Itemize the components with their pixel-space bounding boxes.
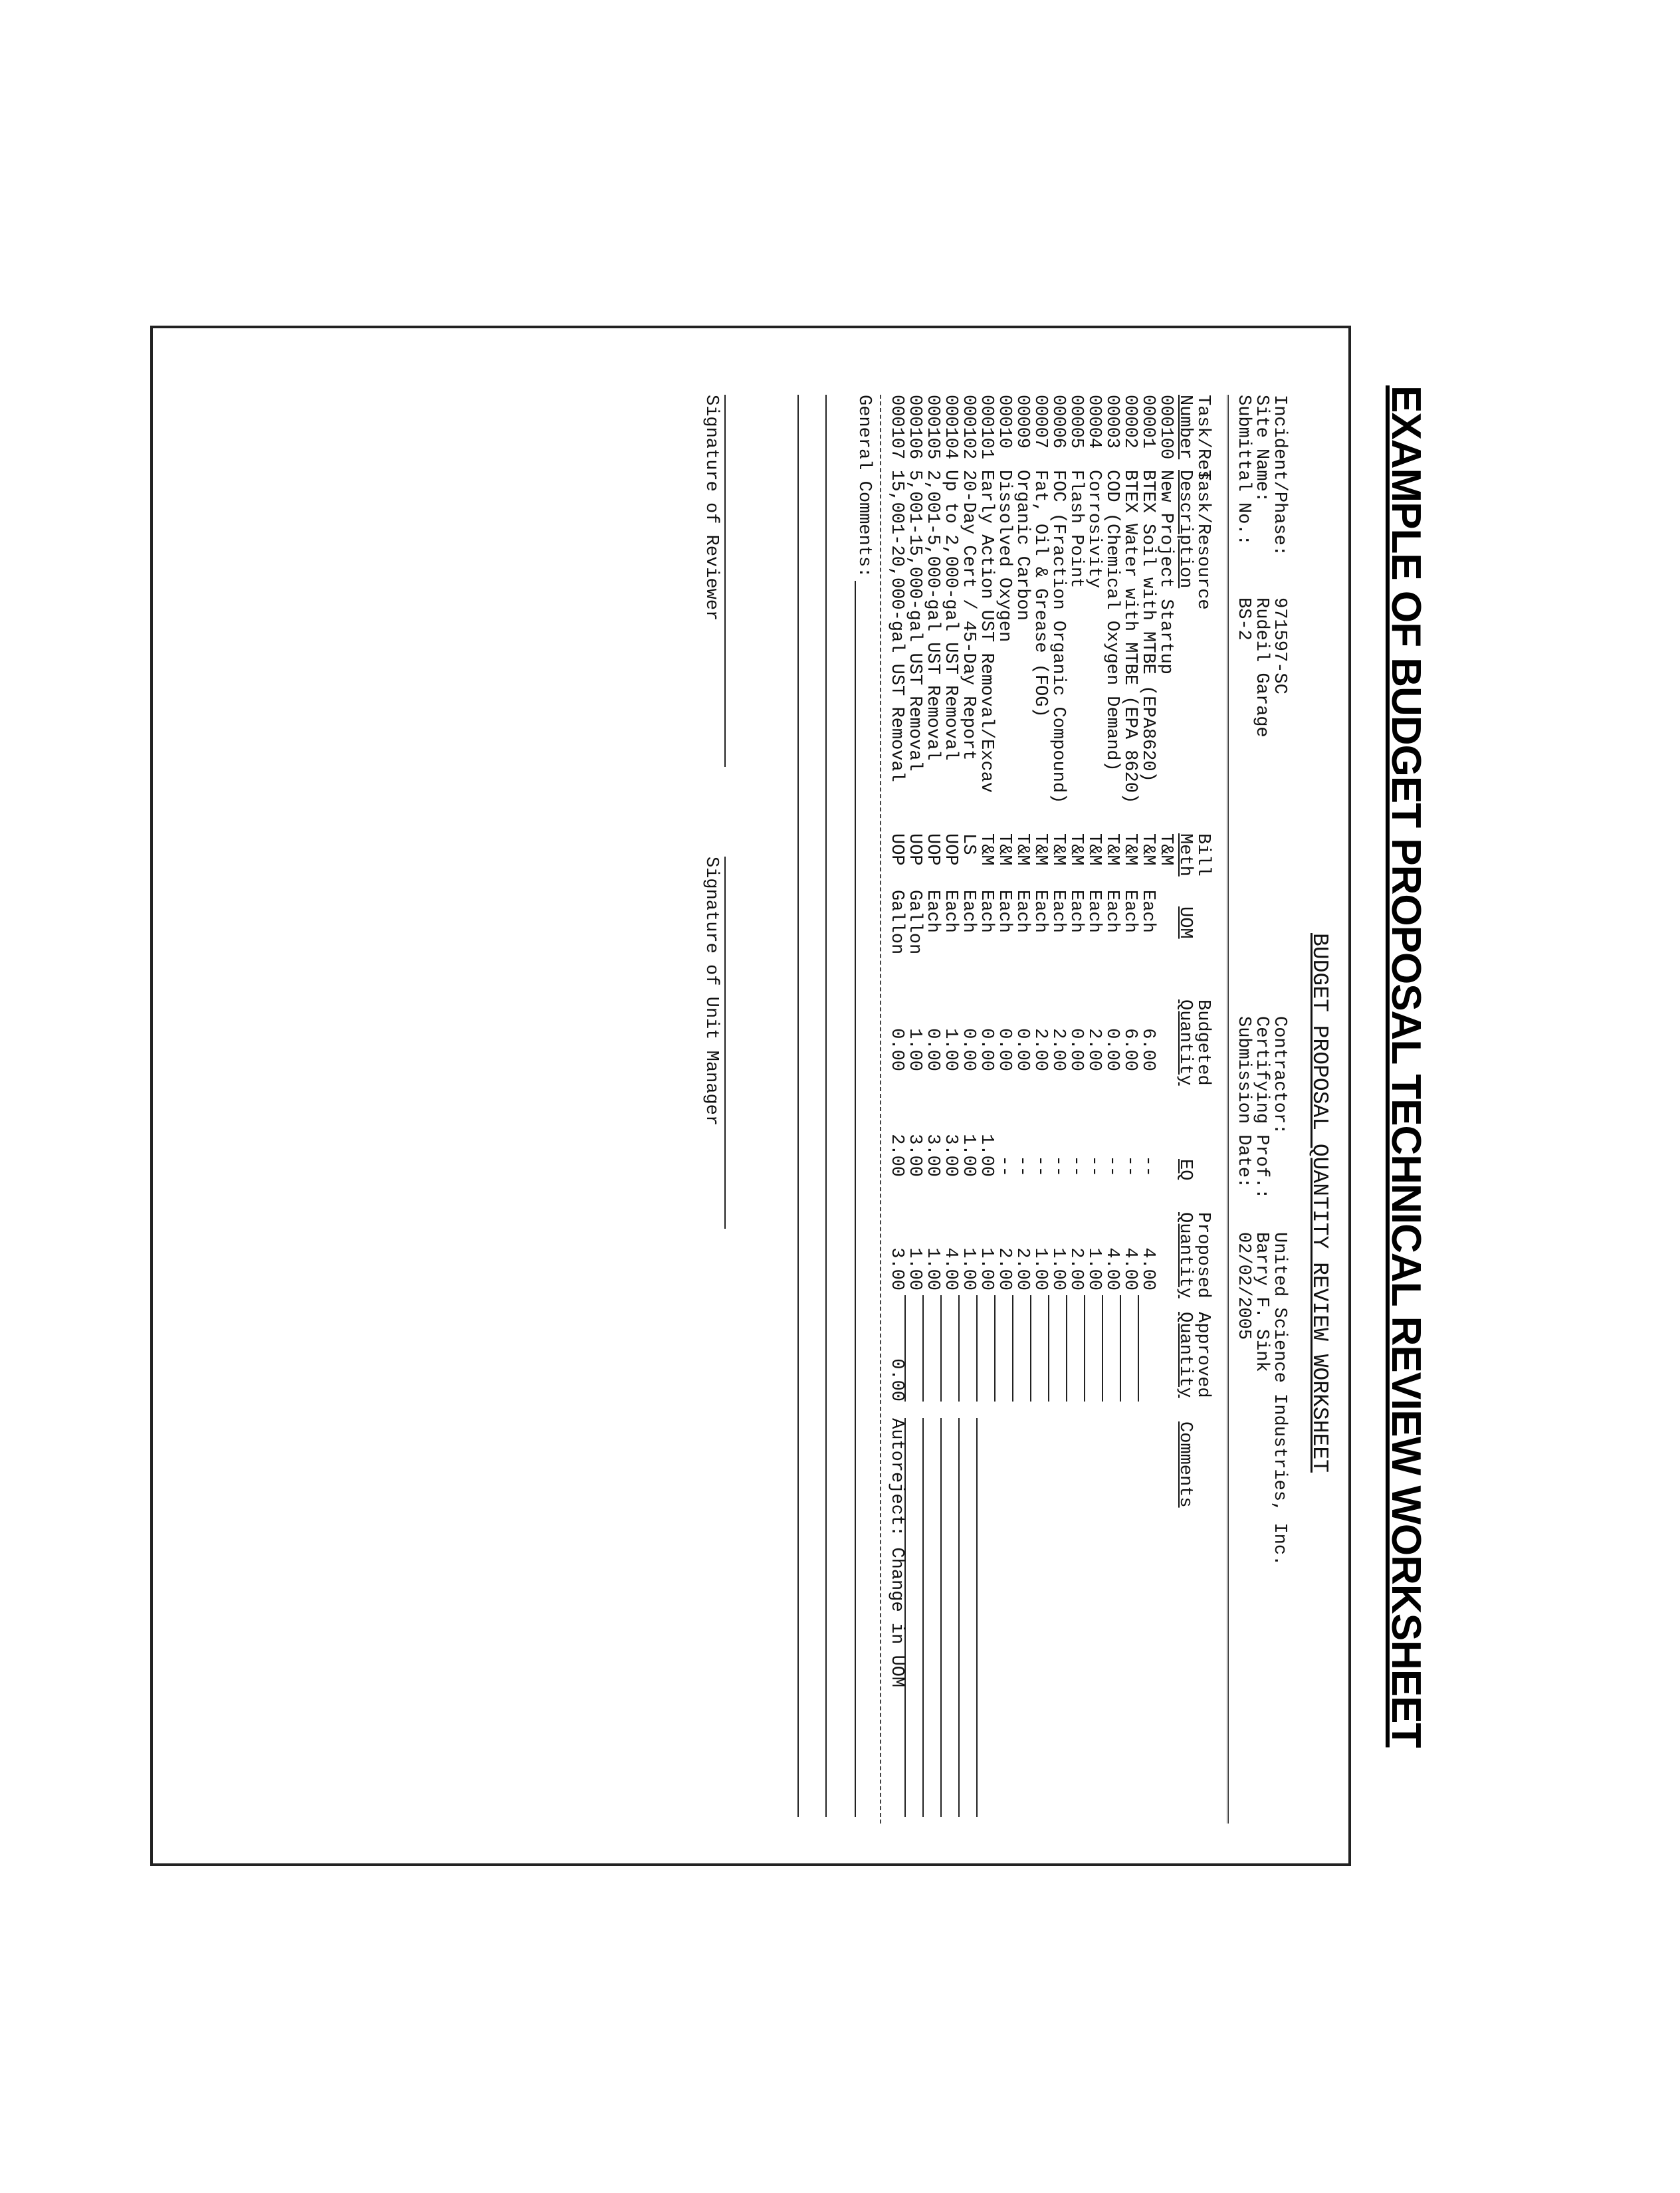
incident-value: 971597-SC [1269, 597, 1289, 694]
row-budgeted-quantity: 0.00 [958, 1028, 978, 1071]
approved-quantity-blank[interactable] [1012, 1295, 1013, 1402]
row-uom: Each [1120, 890, 1140, 933]
row-proposed-quantity: 4.00 [1138, 1247, 1158, 1291]
col-budgeted-top: Budgeted [1193, 999, 1213, 1086]
col-proposed-top: Proposed [1193, 1212, 1213, 1299]
row-number: 00002 [1120, 395, 1140, 449]
row-uom: Each [976, 890, 996, 933]
row-budgeted-quantity: 2.00 [1048, 1028, 1068, 1071]
row-approved-quantity[interactable]: 0.00 [887, 1358, 906, 1402]
col-uom: UOM [1175, 906, 1195, 939]
site-label: Site Name: [1251, 395, 1271, 503]
row-proposed-quantity: 1.00 [904, 1247, 924, 1291]
general-comments-label: General Comments: [854, 395, 874, 578]
row-eq: 1.00 [958, 1134, 978, 1177]
row-uom: Each [940, 890, 960, 933]
contractor-value: United Science Industries, Inc. [1269, 1232, 1289, 1566]
col-proposed-bottom: Quantity [1175, 1212, 1195, 1299]
reviewer-signature-line[interactable] [724, 395, 726, 767]
col-comments: Comments [1175, 1421, 1195, 1508]
col-approved-top: Approved [1193, 1312, 1213, 1398]
row-eq: 3.00 [922, 1134, 942, 1177]
submittal-label: Submittal No.: [1233, 395, 1253, 546]
row-budgeted-quantity: 2.00 [1084, 1028, 1104, 1071]
approved-quantity-blank[interactable] [976, 1295, 978, 1402]
general-comments-line[interactable] [825, 395, 827, 1817]
comment-blank[interactable] [976, 1418, 978, 1817]
row-eq: -- [1102, 1155, 1122, 1177]
row-bill-method: UOP [904, 833, 924, 866]
comment-blank[interactable] [958, 1418, 960, 1817]
row-eq: 2.00 [887, 1134, 906, 1177]
row-budgeted-quantity: 1.00 [940, 1028, 960, 1071]
col-bill-bottom: Meth [1175, 833, 1195, 877]
row-eq: -- [1084, 1155, 1104, 1177]
row-number: 000104 [940, 395, 960, 460]
row-number: 000106 [904, 395, 924, 460]
row-bill-method: LS [958, 833, 978, 855]
col-approved-bottom: Quantity [1175, 1312, 1195, 1398]
row-budgeted-quantity: 0.00 [922, 1028, 942, 1071]
row-number: 00007 [1030, 395, 1050, 449]
worksheet-frame [150, 326, 1351, 1866]
certifying-value: Barry F. Sink [1251, 1232, 1271, 1372]
row-proposed-quantity: 1.00 [1048, 1247, 1068, 1291]
row-proposed-quantity: 1.00 [958, 1247, 978, 1291]
row-bill-method: UOP [940, 833, 960, 866]
row-bill-method: T&M [1012, 833, 1032, 866]
row-bill-method: T&M [994, 833, 1014, 866]
row-proposed-quantity: 4.00 [1120, 1247, 1140, 1291]
row-description: COD (Chemical Oxygen Demand) [1102, 470, 1122, 772]
row-uom: Each [958, 890, 978, 933]
row-bill-method: T&M [1030, 833, 1050, 866]
row-bill-method: T&M [1138, 833, 1158, 866]
row-number: 000102 [958, 395, 978, 460]
row-bill-method: UOP [887, 833, 906, 866]
row-proposed-quantity: 1.00 [922, 1247, 942, 1291]
row-number: 00010 [994, 395, 1014, 449]
row-proposed-quantity: 2.00 [1012, 1247, 1032, 1291]
submittal-value: BS-2 [1233, 597, 1253, 641]
row-proposed-quantity: 1.00 [976, 1247, 996, 1291]
row-description: Fat, Oil & Grease (FOG) [1030, 470, 1050, 718]
row-proposed-quantity: 2.00 [1066, 1247, 1086, 1291]
row-bill-method: T&M [1084, 833, 1104, 866]
approved-quantity-blank[interactable] [1120, 1295, 1121, 1402]
row-eq: -- [1120, 1155, 1140, 1177]
row-uom: Each [1102, 890, 1122, 933]
general-comments-line[interactable] [855, 581, 856, 1817]
row-description: BTEX Water with MTBE (EPA 8620) [1120, 470, 1140, 804]
row-eq: -- [1030, 1155, 1050, 1177]
approved-quantity-blank[interactable] [1102, 1295, 1103, 1402]
row-eq: -- [1012, 1155, 1032, 1177]
row-uom: Each [1084, 890, 1104, 933]
row-budgeted-quantity: 0.00 [1066, 1028, 1086, 1071]
row-number: 00004 [1084, 395, 1104, 449]
row-uom: Each [1066, 890, 1086, 933]
row-description: FOC (Fraction Organic Compound) [1048, 470, 1068, 804]
row-comment: Autoreject: Change in UOM [887, 1418, 906, 1688]
row-description: Up to 2,000-gal UST Removal [940, 470, 960, 761]
row-budgeted-quantity: 6.00 [1138, 1028, 1158, 1071]
submission-label: Submission Date: [1233, 1016, 1253, 1189]
row-proposed-quantity: 4.00 [1102, 1247, 1122, 1291]
col-number-bottom: Number [1175, 395, 1195, 460]
approved-quantity-blank[interactable] [1048, 1295, 1049, 1402]
col-bill-top: Bill [1193, 833, 1213, 877]
row-uom: Each [922, 890, 942, 933]
reviewer-signature-label: Signature of Reviewer [701, 395, 721, 621]
row-bill-method: T&M [1048, 833, 1068, 866]
row-budgeted-quantity: 0.00 [1012, 1028, 1032, 1071]
row-proposed-quantity: 4.00 [940, 1247, 960, 1291]
row-description: Corrosivity [1084, 470, 1104, 589]
row-description: 5,001-15,000-gal UST Removal [904, 470, 924, 772]
row-budgeted-quantity: 0.00 [1102, 1028, 1122, 1071]
row-budgeted-quantity: 2.00 [1030, 1028, 1050, 1071]
row-eq: 1.00 [976, 1134, 996, 1177]
row-number: 00006 [1048, 395, 1068, 449]
row-uom: Gallon [904, 890, 924, 955]
row-description: Organic Carbon [1012, 470, 1032, 621]
row-uom: Each [1138, 890, 1158, 933]
header-divider [1227, 395, 1229, 1824]
row-description: Flash Point [1066, 470, 1086, 589]
row-description: 15,001-20,000-gal UST Removal [887, 470, 906, 782]
row-budgeted-quantity: 0.00 [887, 1028, 906, 1071]
manager-signature-line[interactable] [724, 857, 726, 1229]
approved-quantity-blank[interactable] [1030, 1295, 1031, 1402]
row-description: BTEX Soil with MTBE (EPA8620) [1138, 470, 1158, 782]
comment-blank[interactable] [940, 1418, 942, 1817]
row-bill-method: T&M [976, 833, 996, 866]
site-value: Rudeil Garage [1251, 597, 1271, 738]
row-uom: Each [1048, 890, 1068, 933]
row-eq: -- [1048, 1155, 1068, 1177]
approved-quantity-blank[interactable] [1138, 1295, 1139, 1402]
row-eq: 3.00 [940, 1134, 960, 1177]
general-comments-line[interactable] [797, 395, 799, 1817]
row-number: 000101 [976, 395, 996, 460]
col-number-top: Task/Res [1193, 395, 1213, 481]
contractor-label: Contractor: [1269, 1016, 1289, 1135]
row-eq: -- [1066, 1155, 1086, 1177]
comment-blank[interactable] [922, 1418, 924, 1817]
row-bill-method: T&M [1102, 833, 1122, 866]
row-uom: Each [994, 890, 1014, 933]
row-bill-method: T&M [1120, 833, 1140, 866]
worksheet-title: BUDGET PROPOSAL QUANTITY REVIEW WORKSHEET [1307, 933, 1332, 1473]
submission-value: 02/02/2005 [1233, 1232, 1253, 1340]
col-eq: EQ [1175, 1159, 1195, 1181]
approved-quantity-blank[interactable] [1084, 1295, 1085, 1402]
col-budgeted-bottom: Quantity [1175, 999, 1195, 1086]
row-number: 00009 [1012, 395, 1032, 449]
row-uom: Each [1012, 890, 1032, 933]
table-end-divider [880, 395, 881, 1824]
approved-quantity-blank[interactable] [940, 1295, 942, 1402]
row-bill-method: T&M [1156, 833, 1176, 866]
row-number: 00001 [1138, 395, 1158, 449]
row-description: New Project Startup [1156, 470, 1176, 675]
row-number: 00003 [1102, 395, 1122, 449]
row-description: Early Action UST Removal/Excav [976, 470, 996, 793]
row-number: 000100 [1156, 395, 1176, 460]
row-eq: -- [1138, 1155, 1158, 1177]
row-budgeted-quantity: 0.00 [976, 1028, 996, 1071]
row-description: 20-Day Cert / 45-Day Report [958, 470, 978, 761]
row-proposed-quantity: 1.00 [1030, 1247, 1050, 1291]
approved-quantity-blank[interactable] [994, 1295, 996, 1402]
page-title: EXAMPLE OF BUDGET PROPOSAL TECHNICAL REVIEW WORKSHEET [1383, 385, 1429, 1748]
row-proposed-quantity: 2.00 [994, 1247, 1014, 1291]
certifying-label: Certifying Prof.: [1251, 1016, 1271, 1200]
row-uom: Gallon [887, 890, 906, 955]
row-description: Dissolved Oxygen [994, 470, 1014, 643]
approved-quantity-blank[interactable] [1066, 1295, 1067, 1402]
row-eq: 3.00 [904, 1134, 924, 1177]
row-bill-method: T&M [1066, 833, 1086, 866]
row-proposed-quantity: 1.00 [1084, 1247, 1104, 1291]
row-budgeted-quantity: 6.00 [1120, 1028, 1140, 1071]
approved-quantity-blank[interactable] [958, 1295, 960, 1402]
row-bill-method: UOP [922, 833, 942, 866]
row-proposed-quantity: 3.00 [887, 1247, 906, 1291]
row-uom: Each [1030, 890, 1050, 933]
approved-quantity-blank[interactable] [922, 1295, 924, 1402]
row-budgeted-quantity: 1.00 [904, 1028, 924, 1071]
col-desc-top: Task/Resource [1193, 470, 1213, 610]
row-description: 2,001-5,000-gal UST Removal [922, 470, 942, 761]
row-budgeted-quantity: 0.00 [994, 1028, 1014, 1071]
row-number: 000107 [887, 395, 906, 460]
row-number: 000105 [922, 395, 942, 460]
col-desc-bottom: Description [1175, 470, 1195, 589]
row-number: 00005 [1066, 395, 1086, 449]
incident-label: Incident/Phase: [1269, 395, 1289, 557]
row-eq: -- [994, 1155, 1014, 1177]
manager-signature-label: Signature of Unit Manager [701, 857, 721, 1126]
